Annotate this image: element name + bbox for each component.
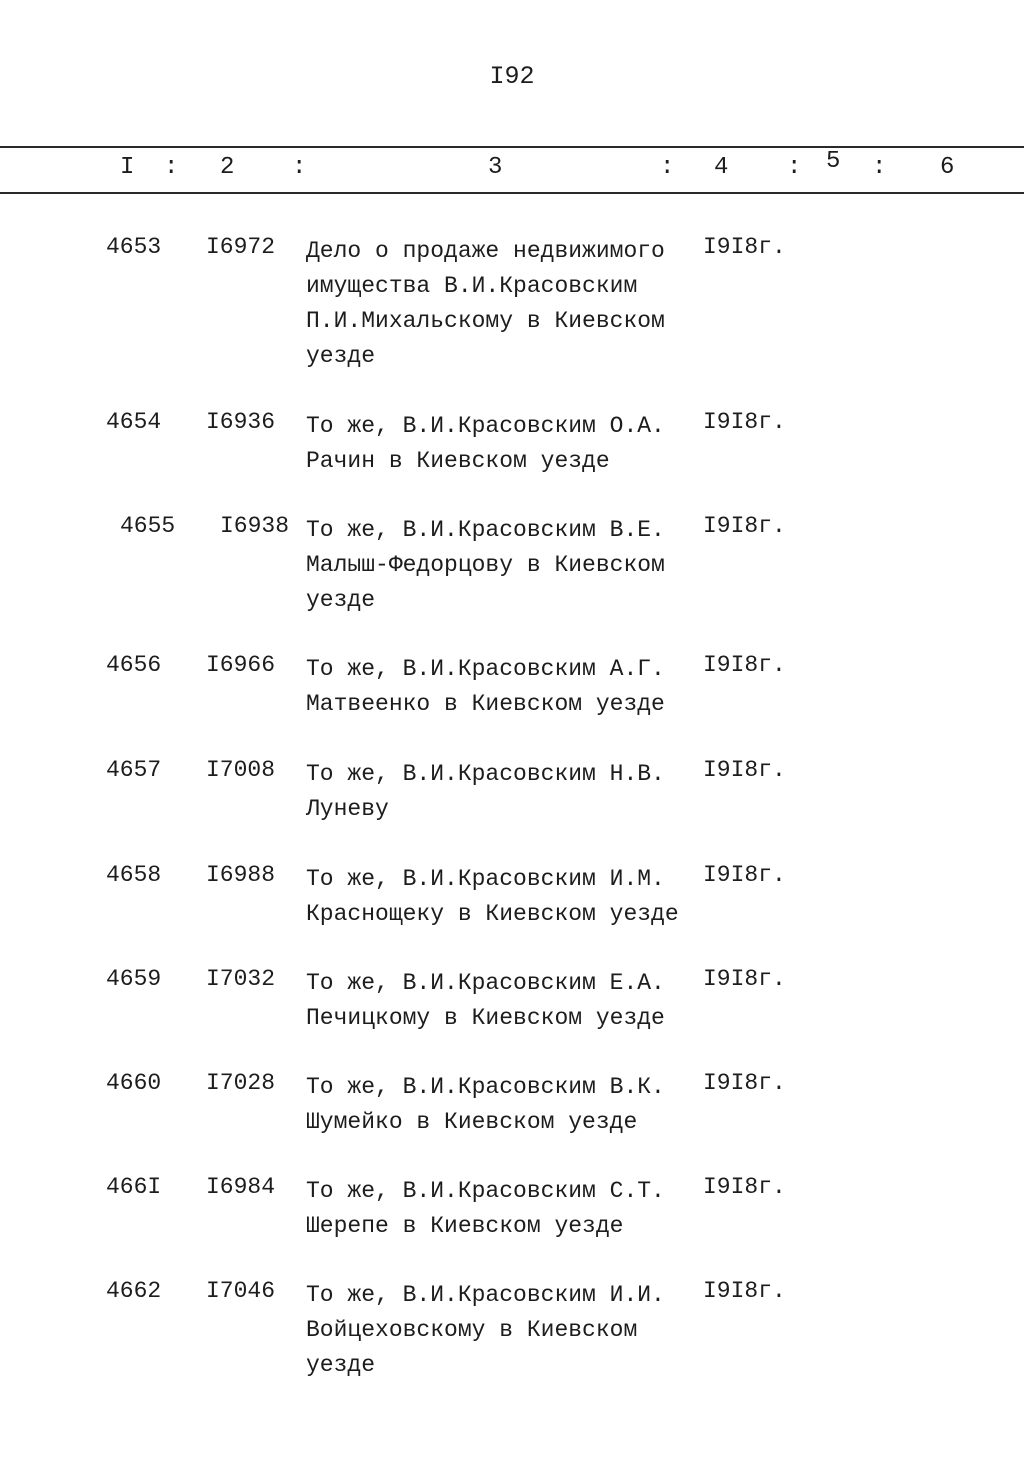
entry-date: I9I8г. xyxy=(703,862,786,888)
entry-description-line: То же, В.И.Красовским В.Е. xyxy=(306,517,665,543)
entry-description-line: Малыш-Федорцову в Киевском xyxy=(306,552,665,578)
entry-number: 466I xyxy=(106,1174,162,1200)
entry-description-line: Шерепе в Киевском уезде xyxy=(306,1213,624,1239)
entry-file-number: I6972 xyxy=(206,234,276,260)
entry-file-number: I6938 xyxy=(220,513,290,539)
entry-file-number: I6966 xyxy=(206,652,276,678)
entry-number: 4653 xyxy=(106,234,162,260)
entry-file-number: I7028 xyxy=(206,1070,276,1096)
entry-file-number: I7046 xyxy=(206,1278,276,1304)
entry-description-line: То же, В.И.Красовским Е.А. xyxy=(306,970,665,996)
entry-description-line: Дело о продаже недвижимого xyxy=(306,238,665,264)
entry-date: I9I8г. xyxy=(703,652,786,678)
entry-file-number: I7008 xyxy=(206,757,276,783)
column-separator: : xyxy=(660,154,675,181)
column-header-1: I xyxy=(120,154,135,181)
entry-description xyxy=(306,234,665,374)
entry-date: I9I8г. xyxy=(703,1070,786,1096)
entry-description-line: уезде xyxy=(306,587,376,613)
entry-number: 4658 xyxy=(106,862,162,888)
entry-description-line: Печицкому в Киевском уезде xyxy=(306,1005,665,1031)
entry-description-line: То же, В.И.Красовским Н.В. xyxy=(306,761,665,787)
entry-description-line: То же, В.И.Красовским А.Г. xyxy=(306,656,665,682)
column-header-6: 6 xyxy=(940,154,955,181)
entry-description-line: П.И.Михальскому в Киевском xyxy=(306,308,665,334)
entry-file-number: I6988 xyxy=(206,862,276,888)
entry-description xyxy=(306,757,665,827)
entry-date: I9I8г. xyxy=(703,513,786,539)
entry-description-line: То же, В.И.Красовским И.М. xyxy=(306,866,665,892)
entry-number: 4655 xyxy=(120,513,176,539)
entry-description xyxy=(306,966,665,1036)
column-header-5: 5 xyxy=(826,148,841,175)
entry-description-line: Рачин в Киевском уезде xyxy=(306,448,610,474)
entry-file-number: I6936 xyxy=(206,409,276,435)
entry-description xyxy=(306,652,665,722)
column-separator: : xyxy=(872,154,887,181)
entry-number: 4657 xyxy=(106,757,162,783)
entry-description xyxy=(306,862,679,932)
entry-file-number: I6984 xyxy=(206,1174,276,1200)
header-bottom-rule xyxy=(0,192,1024,194)
entry-date: I9I8г. xyxy=(703,966,786,992)
column-separator: : xyxy=(164,154,179,181)
entry-date: I9I8г. xyxy=(703,757,786,783)
entry-description-line: уезде xyxy=(306,1352,376,1378)
column-header-3: 3 xyxy=(488,154,503,181)
entry-number: 4660 xyxy=(106,1070,162,1096)
entry-description-line: Матвеенко в Киевском уезде xyxy=(306,691,665,717)
column-header-2: 2 xyxy=(220,154,235,181)
entry-description xyxy=(306,1278,665,1383)
entry-description-line: имущества В.И.Красовским xyxy=(306,273,638,299)
entry-number: 4659 xyxy=(106,966,162,992)
column-separator: : xyxy=(787,154,802,181)
entry-date: I9I8г. xyxy=(703,234,786,260)
entry-description-line: То же, В.И.Красовским С.Т. xyxy=(306,1178,665,1204)
entry-description xyxy=(306,409,665,479)
entry-description-line: Войцеховскому в Киевском xyxy=(306,1317,638,1343)
page-number: I92 xyxy=(489,62,535,91)
entry-file-number: I7032 xyxy=(206,966,276,992)
entry-description-line: Шумейко в Киевском уезде xyxy=(306,1109,638,1135)
column-header-4: 4 xyxy=(714,154,729,181)
entry-description xyxy=(306,1070,665,1140)
header-top-rule xyxy=(0,146,1024,148)
column-separator: : xyxy=(292,154,307,181)
entry-description xyxy=(306,1174,665,1244)
entry-description-line: Краснощеку в Киевском уезде xyxy=(306,901,679,927)
entry-description-line: То же, В.И.Красовским В.К. xyxy=(306,1074,665,1100)
entry-description-line: уезде xyxy=(306,343,376,369)
entry-date: I9I8г. xyxy=(703,1174,786,1200)
entry-description xyxy=(306,513,665,618)
entry-number: 4662 xyxy=(106,1278,162,1304)
entry-description-line: То же, В.И.Красовским О.А. xyxy=(306,413,665,439)
entry-date: I9I8г. xyxy=(703,1278,786,1304)
entry-date: I9I8г. xyxy=(703,409,786,435)
entry-description-line: Луневу xyxy=(306,796,389,822)
entry-number: 4656 xyxy=(106,652,162,678)
entry-description-line: То же, В.И.Красовским И.И. xyxy=(306,1282,665,1308)
entry-number: 4654 xyxy=(106,409,162,435)
